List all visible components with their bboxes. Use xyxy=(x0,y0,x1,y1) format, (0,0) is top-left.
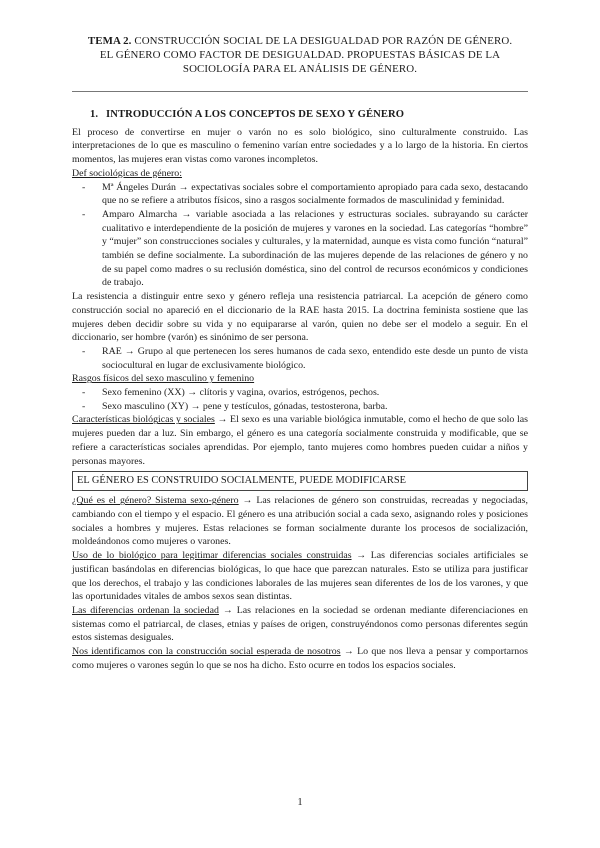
document-body xyxy=(72,108,528,672)
what-is-gender-label: ¿Qué es el género? Sistema sexo-género xyxy=(72,495,239,507)
what-is-gender-paragraph xyxy=(72,494,528,549)
rae-list xyxy=(72,345,528,372)
list-item: - RAE → Grupo al que pertenecen los seres humanos de cada sexo, entendido este desde un punto de vista sociocultural en lugar de exclusivamente biológico. xyxy=(72,345,528,372)
differences-order-text: → Las relaciones en la sociedad se ordenan mediante diferenciaciones en sistemas como el patriarcal, de clases, etnias y países de origen, construyéndonos como personas diferentes según estos sistemas desiguales. xyxy=(72,604,528,644)
section-number: 1. xyxy=(90,109,99,120)
resistance-paragraph: La resistencia a distinguir entre sexo y género refleja una resistencia patriarcal. La acepción de género como construcción social no apareció en el diccionario de la RAE hasta 2015. La doctrina feminista sostiene que las mujeres deben decidir sobre su vida y no equipararse al varón, quien no debe ser el modelo a seguir. En el diccionario, ser hombre (varón) es sinónimo de ser persona. xyxy=(72,291,528,344)
physical-traits-list xyxy=(72,386,528,413)
identification-paragraph xyxy=(72,645,528,672)
identification-text: → Lo que nos lleva a pensar y comportarnos como mujeres o varones según lo que se nos ha dicho. Esto ocurre en todos los espacios sociales. xyxy=(72,646,528,671)
definitions-list xyxy=(72,181,528,291)
biological-use-text: → Las diferencias sociales artificiales se justifican basándolas en diferencias biológicas, lo que hace que parezcan naturales. Esto se utiliza para justificar que los derechos, el trabajo y las condiciones laborales de las mujeres sean diferentes de los de los varones, y que las oportunidades vitales de ambos sexos sean distintas. xyxy=(72,550,528,603)
intro-paragraph: El proceso de convertirse en mujer o varón no es solo biológico, sino culturalmente construido. Las interpretaciones de lo que es masculino o femenino varían entre sociedades y a lo largo de la historia. En ciertos momentos, las mujeres eran vistas como varones incompletos. xyxy=(72,126,528,166)
section-heading xyxy=(90,108,528,122)
list-item: - Mª Ángeles Durán → expectativas sociales sobre el comportamiento apropiado para cada sexo, destacando que no se refiere a atributos físicos, sino a rasgos socialmente formados de masculinidad y feminidad. xyxy=(72,181,528,208)
boxed-heading: EL GÉNERO ES CONSTRUIDO SOCIALMENTE, PUEDE MODIFICARSE xyxy=(72,471,528,491)
list-item: - Sexo femenino (XX) → clítoris y vagina, ovarios, estrógenos, pechos. xyxy=(72,386,528,400)
section-title: INTRODUCCIÓN A LOS CONCEPTOS DE SEXO Y GÉNERO xyxy=(106,109,405,120)
characteristics-label: Características biológicas y sociales xyxy=(72,414,215,426)
differences-order-label: Las diferencias ordenan la sociedad xyxy=(72,604,219,616)
biological-use-label: Uso de lo biológico para legitimar diferencias sociales construidas xyxy=(72,550,352,562)
list-item: - Amparo Almarcha → variable asociada a las relaciones y estructuras sociales. subrayando su carácter cualitativo e interdependiente de la posición de mujeres y varones en la sociedad. Las categorías “hombre” y “mujer” son construcciones sociales y culturales, y la maternidad, aunque es vista como función “natural” también se define socialmente. La subordinación de las mujeres depende de las relaciones de género y no de su papel como madres o su reclusión doméstica, sino del control de recursos económicos y condiciones de trabajo. xyxy=(72,208,528,290)
list-item: - Sexo masculino (XY) → pene y testículos, gónadas, testosterona, barba. xyxy=(72,400,528,414)
characteristics-paragraph xyxy=(72,413,528,468)
characteristics-text: → El sexo es una variable biológica inmutable, como el hecho de que solo las mujeres pueden dar a luz. Sin embargo, el género es una categoría socialmente construida y modificable, que se refiere a características sociales aprendidas. Por ejemplo, tanto mujeres como hombres pueden cuidar a niños y personas mayores. xyxy=(72,414,528,467)
topic-number: TEMA 2. xyxy=(87,35,132,47)
header-line-2: EL GÉNERO COMO FACTOR DE DESIGUALDAD. PROPUESTAS BÁSICAS DE LA xyxy=(99,48,501,61)
biological-use-paragraph xyxy=(72,549,528,604)
differences-order-paragraph xyxy=(72,604,528,645)
what-is-gender-text: → Las relaciones de género son construidas, recreadas y negociadas, cambiando con el tiempo y el espacio. El género es una atribución social a cada sexo, asignando roles y posiciones sociales a hombres y mujeres. Estas relaciones se forman socialmente durante los procesos de socialización, moldeándonos como mujeres o varones. xyxy=(72,495,528,548)
definitions-heading: Def sociológicas de género: xyxy=(72,167,182,179)
identification-label: Nos identificamos con la construcción social esperada de nosotros xyxy=(72,646,341,658)
page-number: 1 xyxy=(297,797,303,808)
header-line-3: SOCIOLOGÍA PARA EL ANÁLISIS DE GÉNERO. xyxy=(182,62,418,75)
document-header xyxy=(70,35,530,76)
physical-traits-heading: Rasgos físicos del sexo masculino y femenino xyxy=(72,373,255,385)
header-divider xyxy=(72,91,528,92)
header-line-1: CONSTRUCCIÓN SOCIAL DE LA DESIGUALDAD POR RAZÓN DE GÉNERO. xyxy=(131,35,513,47)
